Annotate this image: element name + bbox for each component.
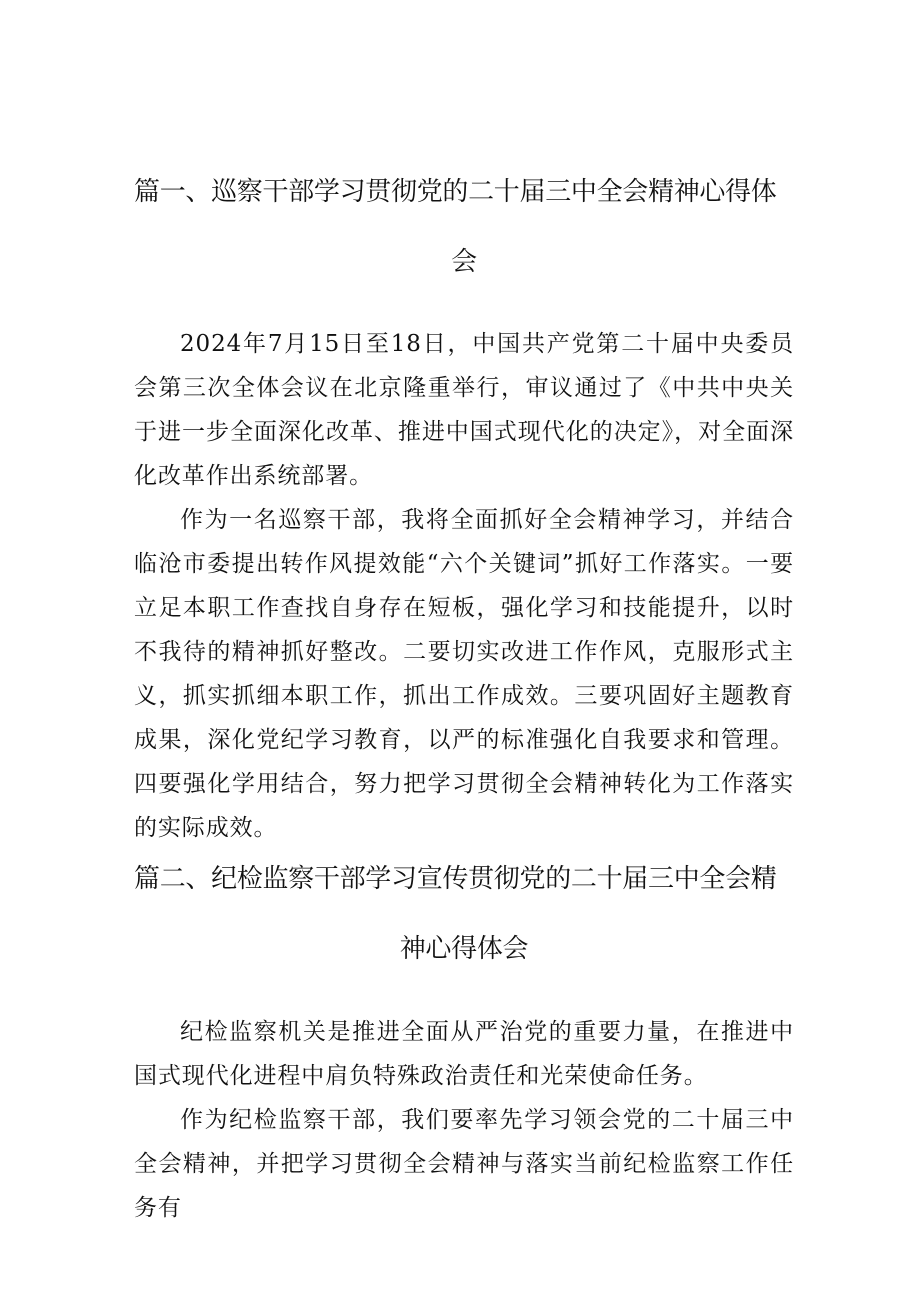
section-2-paragraph-1: 纪检监察机关是推进全面从严治党的重要力量，在推进中国式现代化进程中肩负特殊政治责任和光荣使命任务。 (134, 1019, 794, 1089)
section-1-title-line2: 会 (451, 247, 477, 277)
section-1-title-line1: 篇一、巡察干部学习贯彻党的二十届三中全会精神心得体 (134, 177, 777, 207)
section-2-title (134, 844, 794, 984)
section-1-paragraph-2: 作为一名巡察干部，我将全面抓好全会精神学习，并结合临沧市委提出转作风提效能“六个关键词”抓好工作落实。一要立足本职工作查找自身存在短板，强化学习和技能提升，以时不我待的精神抓好整改。二要切实改进工作作风，克服形式主义，抓实抓细本职工作，抓出工作成效。三要巩固好主题教育成果，深化党纪学习教育，以严的标准强化自我要求和管理。四要强化学用结合，努力把学习贯彻全会精神转化为工作落实的实际成效。 (134, 507, 794, 841)
section-1-title (134, 157, 794, 297)
section-1-paragraph-1: 2024年7月15日至18日，中国共产党第二十届中央委员会第三次全体会议在北京隆重举行，审议通过了《中共中央关于进一步全面深化改革、推进中国式现代化的决定》，对全面深化改革作出系统部署。 (134, 331, 794, 489)
section-2-paragraph-2: 作为纪检监察干部，我们要率先学习领会党的二十届三中全会精神，并把学习贯彻全会精神与落实当前纪检监察工作任务有 (134, 1107, 794, 1221)
section-2-title-line2: 神心得体会 (399, 934, 529, 964)
section-2-title-line1: 篇二、纪检监察干部学习宣传贯彻党的二十届三中全会精 (134, 864, 777, 894)
